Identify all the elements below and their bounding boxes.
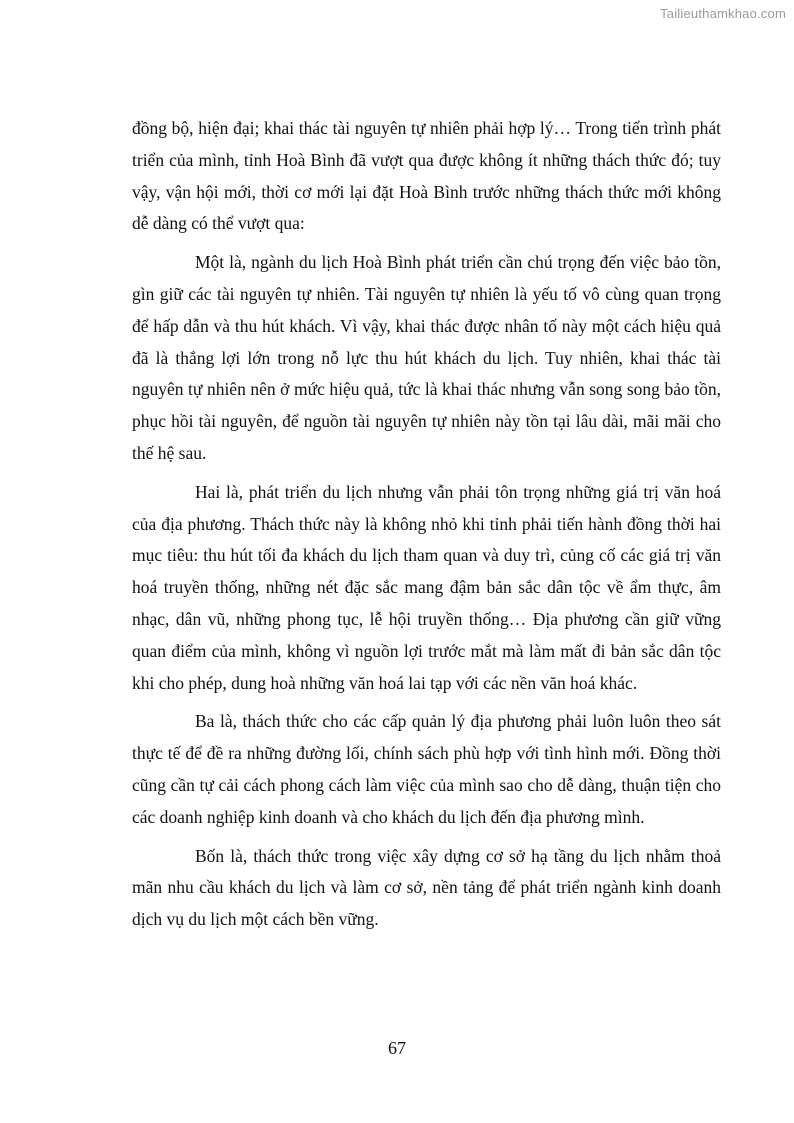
paragraph-bon-la: Bốn là, thách thức trong việc xây dựng cơ sở hạ tầng du lịch nhằm thoả mãn nhu cầu khách du lịch và làm cơ sở, nền tảng để phát triển ngành kinh doanh dịch vụ du lịch một cách bền vững. [132, 845, 721, 930]
paragraph-ba-la: Ba là, thách thức cho các cấp quản lý địa phương phải luôn luôn theo sát thực tế để đề ra những đường lối, chính sách phù hợp với tình hình mới. Đồng thời cũng cần tự cải cách phong cách làm việc của mình sao cho dễ dàng, thuận tiện cho các doanh nghiệp kinh doanh và cho khách du lịch đến địa phương mình. [132, 711, 721, 827]
paragraph-mot-la: Một là, ngành du lịch Hoà Bình phát triển cần chú trọng đến việc bảo tồn, gìn giữ các tài nguyên tự nhiên. Tài nguyên tự nhiên là yếu tố vô cùng quan trọng để hấp dẫn và thu hút khách. Vì vậy, khai thác được nhân tố này một cách hiệu quả đã là thắng lợi lớn trong nỗ lực thu hút khách du lịch. Tuy nhiên, khai thác tài nguyên tự nhiên nên ở mức hiệu quả, tức là khai thác nhưng vẫn song song bảo tồn, phục hồi tài nguyên, để nguồn tài nguyên tự nhiên này tồn tại lâu dài, mãi mãi cho thế hệ sau. [132, 252, 721, 463]
page-number: 67 [388, 1038, 406, 1058]
page-body [132, 113, 721, 943]
paragraph-hai-la: Hai là, phát triển du lịch nhưng vẫn phải tôn trọng những giá trị văn hoá của địa phương. Thách thức này là không nhỏ khi tỉnh phải tiến hành đồng thời hai mục tiêu: thu hút tối đa khách du lịch tham quan và duy trì, củng cố các giá trị văn hoá truyền thống, những nét đặc sắc mang đậm bản sắc dân tộc về ẩm thực, âm nhạc, dân vũ, những phong tục, lễ hội truyền thống… Địa phương cần giữ vững quan điểm của mình, không vì nguồn lợi trước mắt mà làm mất đi bản sắc dân tộc khi cho phép, dung hoà những văn hoá lai tạp với các nền văn hoá khác. [132, 481, 721, 693]
watermark: Tailieuthamkhao.com [660, 6, 786, 21]
paragraph-continuation: đồng bộ, hiện đại; khai thác tài nguyên tự nhiên phải hợp lý… Trong tiến trình phát triển của mình, tỉnh Hoà Bình đã vượt qua được không ít những thách thức đó; tuy vậy, vận hội mới, thời cơ mới lại đặt Hoà Bình trước những thách thức mới không dễ dàng có thể vượt qua: [132, 118, 721, 234]
